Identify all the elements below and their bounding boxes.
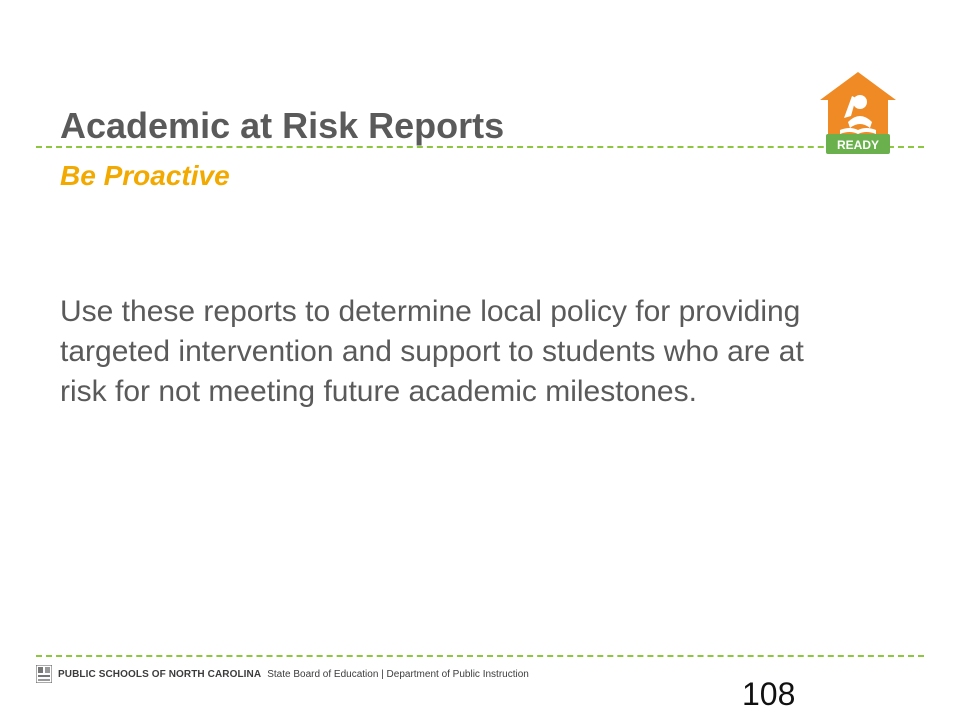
body-text: Use these reports to determine local policy for providing targeted intervention and support to students who are at risk for not meeting future academic milestones.: [60, 295, 804, 408]
logo-text: READY: [836, 138, 880, 152]
slide-subtitle: Be Proactive: [60, 160, 230, 191]
slide-title: Academic at Risk Reports: [60, 105, 505, 146]
ready-logo-icon: [818, 70, 898, 160]
state-seal-icon: [36, 665, 52, 683]
page-number: 108: [742, 676, 796, 712]
footer-org-name: PUBLIC SCHOOLS OF NORTH CAROLINA: [58, 668, 262, 680]
footer-department: State Board of Education | Department of Public Instruction: [267, 668, 529, 680]
footer: [36, 664, 529, 684]
bottom-divider: [36, 655, 924, 657]
